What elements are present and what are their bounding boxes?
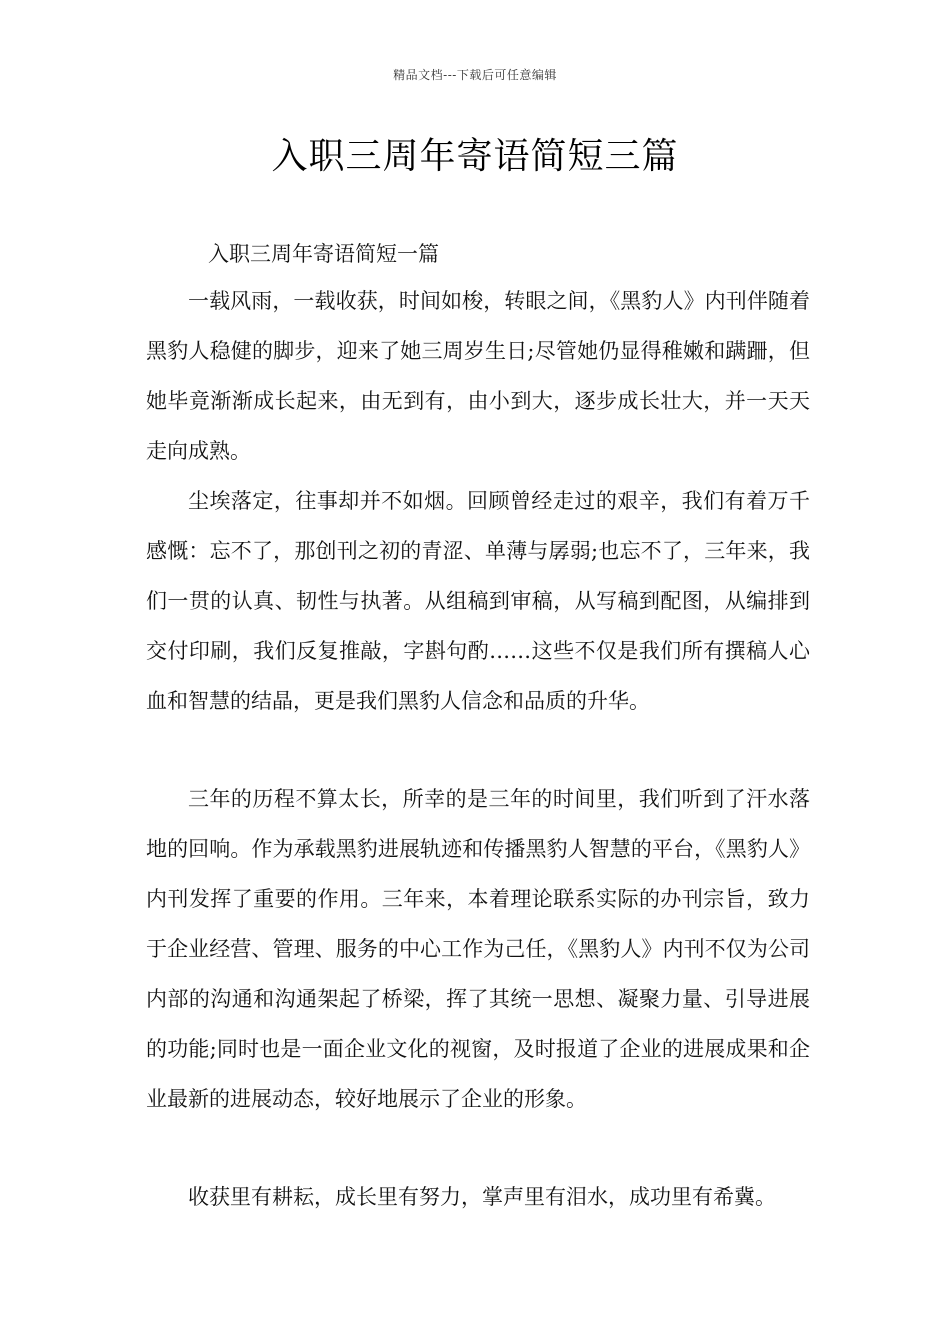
document-title: 入职三周年寄语简短三篇: [271, 136, 679, 177]
body-paragraph: 尘埃落定，往事却并不如烟。回顾曾经走过的艰辛，我们有着万千感慨：忘不了，那创刊之初的青涩、单薄与孱弱;也忘不了，三年来，我们一贯的认真、韧性与执著。从组稿到审稿，从写稿到配图，从编排到交付印刷，我们反复推敲，字斟句酌……这些不仅是我们所有撰稿人心血和智慧的结晶，更是我们黑豹人信念和品质的升华。: [146, 489, 810, 713]
body-paragraph: 一载风雨，一载收获，时间如梭，转眼之间，《黑豹人》内刊伴随着黑豹人稳健的脚步，迎来了她三周岁生日;尽管她仍显得稚嫩和蹒跚，但她毕竟渐渐成长起来，由无到有，由小到大，逐步成长壮大，并一天天走向成熟。: [146, 289, 810, 463]
section-subtitle: 入职三周年寄语简短一篇: [208, 242, 439, 266]
body-paragraph: 三年的历程不算太长，所幸的是三年的时间里，我们听到了汗水落地的回响。作为承载黑豹进展轨迹和传播黑豹人智慧的平台，《黑豹人》内刊发挥了重要的作用。三年来，本着理论联系实际的办刊宗旨，致力于企业经营、管理、服务的中心工作为己任，《黑豹人》内刊不仅为公司内部的沟通和沟通架起了桥梁，挥了其统一思想、凝聚力量、引导进展的功能;同时也是一面企业文化的视窗，及时报道了企业的进展成果和企业最新的进展动态，较好地展示了企业的形象。: [146, 787, 810, 1111]
body-paragraph: 收获里有耕耘，成长里有努力，掌声里有泪水，成功里有希冀。: [188, 1185, 776, 1209]
header-note: 精品文档---下载后可任意编辑: [393, 68, 557, 82]
